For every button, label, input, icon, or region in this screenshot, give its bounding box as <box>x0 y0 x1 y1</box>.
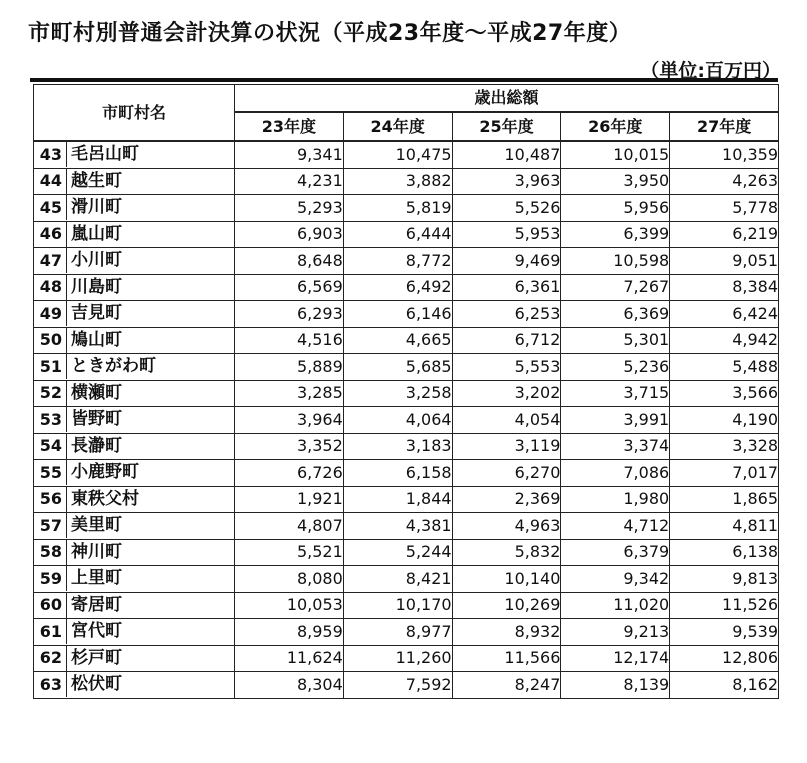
cell-divider <box>66 142 67 167</box>
expenditure-value: 5,521 <box>235 539 344 566</box>
municipality-cell <box>34 433 235 460</box>
expenditure-value: 3,964 <box>235 407 344 434</box>
municipality-name: 越生町 <box>71 170 122 191</box>
municipality-cell <box>34 380 235 407</box>
expenditure-value: 10,598 <box>561 248 670 275</box>
header-year: 25年度 <box>452 112 561 141</box>
municipality-name: 松伏町 <box>71 674 122 695</box>
expenditure-value: 3,374 <box>561 433 670 460</box>
expenditure-value: 3,328 <box>670 433 779 460</box>
municipality-cell <box>34 513 235 540</box>
cell-divider <box>66 222 67 247</box>
municipality-cell <box>34 460 235 487</box>
municipality-cell <box>34 168 235 195</box>
expenditure-value: 6,379 <box>561 539 670 566</box>
row-number: 46 <box>39 224 62 244</box>
unit-value: 百万円 <box>704 60 762 82</box>
table-row <box>34 672 779 699</box>
expenditure-value: 3,991 <box>561 407 670 434</box>
municipality-name: 皆野町 <box>71 409 122 430</box>
municipality-cell <box>34 407 235 434</box>
table-row <box>34 274 779 301</box>
expenditure-value: 12,806 <box>670 645 779 672</box>
expenditure-value: 3,715 <box>561 380 670 407</box>
municipality-cell <box>34 301 235 328</box>
table-row <box>34 301 779 328</box>
expenditure-value: 9,342 <box>561 566 670 593</box>
table-row <box>34 460 779 487</box>
expenditure-value: 1,980 <box>561 486 670 513</box>
municipality-name: 神川町 <box>71 541 122 562</box>
expenditure-value: 10,487 <box>452 141 561 168</box>
expenditure-value: 4,942 <box>670 327 779 354</box>
municipality-name: 宮代町 <box>71 621 122 642</box>
cell-divider <box>66 434 67 459</box>
row-number: 60 <box>39 595 62 615</box>
row-number: 56 <box>39 489 62 509</box>
municipality-name: ときがわ町 <box>71 356 156 377</box>
expenditure-value: 10,269 <box>452 592 561 619</box>
row-number: 63 <box>39 674 62 694</box>
municipality-cell <box>34 672 235 699</box>
expenditure-value: 4,665 <box>343 327 452 354</box>
expenditure-value: 8,648 <box>235 248 344 275</box>
municipality-name: 小鹿野町 <box>71 462 139 483</box>
expenditure-value: 8,384 <box>670 274 779 301</box>
expenditure-value: 12,174 <box>561 645 670 672</box>
table-row <box>34 513 779 540</box>
unit-colon: : <box>697 60 705 82</box>
expenditure-value: 9,469 <box>452 248 561 275</box>
cell-divider <box>66 301 67 326</box>
expenditure-value: 5,488 <box>670 354 779 381</box>
expenditure-value: 6,293 <box>235 301 344 328</box>
table-row <box>34 645 779 672</box>
document-title: 市町村別普通会計決算の状況（平成23年度～平成27年度） <box>28 21 632 46</box>
row-number: 57 <box>39 515 62 535</box>
expenditure-value: 3,258 <box>343 380 452 407</box>
table-row <box>34 248 779 275</box>
table-row <box>34 619 779 646</box>
expenditure-value: 6,146 <box>343 301 452 328</box>
expenditure-value: 11,624 <box>235 645 344 672</box>
cell-divider <box>66 354 67 379</box>
table-row <box>34 195 779 222</box>
municipality-cell <box>34 619 235 646</box>
expenditure-value: 11,260 <box>343 645 452 672</box>
expenditure-value: 9,813 <box>670 566 779 593</box>
expenditure-value: 4,231 <box>235 168 344 195</box>
expenditure-value: 6,253 <box>452 301 561 328</box>
row-number: 43 <box>39 144 62 164</box>
expenditure-value: 5,236 <box>561 354 670 381</box>
municipality-cell <box>34 141 235 168</box>
municipality-name: 滑川町 <box>71 197 122 218</box>
expenditure-value: 6,712 <box>452 327 561 354</box>
expenditure-value: 10,359 <box>670 141 779 168</box>
header-year: 27年度 <box>670 112 779 141</box>
expenditure-value: 8,080 <box>235 566 344 593</box>
expenditure-value: 5,244 <box>343 539 452 566</box>
unit-label: 単位 <box>659 60 698 82</box>
cell-divider <box>66 407 67 432</box>
header-year: 26年度 <box>561 112 670 141</box>
table-row <box>34 433 779 460</box>
expenditure-value: 3,183 <box>343 433 452 460</box>
cell-divider <box>66 540 67 565</box>
expenditure-value: 11,526 <box>670 592 779 619</box>
table-row <box>34 486 779 513</box>
expenditure-value: 3,950 <box>561 168 670 195</box>
expenditure-value: 11,020 <box>561 592 670 619</box>
table-row <box>34 539 779 566</box>
municipality-cell <box>34 592 235 619</box>
expenditure-value: 6,726 <box>235 460 344 487</box>
table-row <box>34 168 779 195</box>
header-total-expenditure: 歳出総額 <box>235 85 779 113</box>
expenditure-value: 2,369 <box>452 486 561 513</box>
cell-divider <box>66 275 67 300</box>
expenditure-value: 5,526 <box>452 195 561 222</box>
row-number: 47 <box>39 250 62 270</box>
expenditure-value: 6,361 <box>452 274 561 301</box>
expenditure-value: 5,953 <box>452 221 561 248</box>
row-number: 50 <box>39 330 62 350</box>
municipality-name: 嵐山町 <box>71 223 122 244</box>
expenditure-value: 5,301 <box>561 327 670 354</box>
cell-divider <box>66 619 67 644</box>
municipality-cell <box>34 221 235 248</box>
municipality-cell <box>34 195 235 222</box>
expenditure-value: 7,592 <box>343 672 452 699</box>
expenditure-value: 10,140 <box>452 566 561 593</box>
expenditure-value: 8,162 <box>670 672 779 699</box>
expenditure-value: 5,553 <box>452 354 561 381</box>
expenditure-value: 7,017 <box>670 460 779 487</box>
row-number: 62 <box>39 648 62 668</box>
expenditure-value: 5,293 <box>235 195 344 222</box>
row-number: 59 <box>39 568 62 588</box>
expenditure-value: 4,064 <box>343 407 452 434</box>
expenditure-value: 4,712 <box>561 513 670 540</box>
cell-divider <box>66 513 67 538</box>
expenditure-value: 1,844 <box>343 486 452 513</box>
municipality-cell <box>34 274 235 301</box>
expenditure-value: 5,685 <box>343 354 452 381</box>
expenditure-value: 8,772 <box>343 248 452 275</box>
header-year: 24年度 <box>343 112 452 141</box>
expenditure-value: 9,213 <box>561 619 670 646</box>
header-municipality: 市町村名 <box>34 85 235 142</box>
expenditure-value: 7,267 <box>561 274 670 301</box>
expenditure-value: 5,832 <box>452 539 561 566</box>
row-number: 49 <box>39 303 62 323</box>
cell-divider <box>66 487 67 512</box>
municipality-name: 長瀞町 <box>71 435 122 456</box>
expenditure-value: 4,516 <box>235 327 344 354</box>
expenditure-value: 9,341 <box>235 141 344 168</box>
expenditure-value: 11,566 <box>452 645 561 672</box>
expenditure-value: 4,263 <box>670 168 779 195</box>
expenditure-value: 6,444 <box>343 221 452 248</box>
municipality-cell <box>34 327 235 354</box>
cell-divider <box>66 672 67 697</box>
expenditure-value: 8,932 <box>452 619 561 646</box>
header-year: 23年度 <box>235 112 344 141</box>
table-row <box>34 354 779 381</box>
expenditure-value: 3,963 <box>452 168 561 195</box>
municipality-name: 杉戸町 <box>71 647 122 668</box>
municipality-name: 美里町 <box>71 515 122 536</box>
expenditure-value: 10,053 <box>235 592 344 619</box>
municipality-cell <box>34 539 235 566</box>
expenditure-value: 8,959 <box>235 619 344 646</box>
expenditure-value: 8,977 <box>343 619 452 646</box>
municipality-cell <box>34 566 235 593</box>
table-row <box>34 566 779 593</box>
expenditure-value: 6,158 <box>343 460 452 487</box>
expenditure-value: 10,475 <box>343 141 452 168</box>
municipality-cell <box>34 248 235 275</box>
expenditure-value: 9,051 <box>670 248 779 275</box>
expenditure-value: 6,369 <box>561 301 670 328</box>
cell-divider <box>66 169 67 194</box>
expenditure-value: 6,903 <box>235 221 344 248</box>
expenditure-value: 5,819 <box>343 195 452 222</box>
municipality-name: 川島町 <box>71 276 122 297</box>
cell-divider <box>66 593 67 618</box>
cell-divider <box>66 381 67 406</box>
unit-open: （ <box>640 60 660 82</box>
table-row <box>34 327 779 354</box>
municipality-name: 寄居町 <box>71 594 122 615</box>
expenditure-value: 3,882 <box>343 168 452 195</box>
expenditure-value: 3,566 <box>670 380 779 407</box>
table-row <box>34 141 779 168</box>
municipality-cell <box>34 354 235 381</box>
municipality-cell <box>34 645 235 672</box>
expenditure-value: 4,190 <box>670 407 779 434</box>
table-row <box>34 592 779 619</box>
row-number: 51 <box>39 356 62 376</box>
expenditure-value: 3,352 <box>235 433 344 460</box>
expenditure-value: 6,492 <box>343 274 452 301</box>
expenditure-value: 5,889 <box>235 354 344 381</box>
row-number: 58 <box>39 542 62 562</box>
municipality-name: 横瀬町 <box>71 382 122 403</box>
expenditure-value: 4,054 <box>452 407 561 434</box>
expenditure-value: 4,963 <box>452 513 561 540</box>
expenditure-value: 3,202 <box>452 380 561 407</box>
top-rule <box>30 78 778 82</box>
cell-divider <box>66 460 67 485</box>
expenditure-value: 10,015 <box>561 141 670 168</box>
expenditure-value: 6,569 <box>235 274 344 301</box>
municipality-cell <box>34 486 235 513</box>
expenditure-value: 8,421 <box>343 566 452 593</box>
row-number: 45 <box>39 197 62 217</box>
row-number: 61 <box>39 621 62 641</box>
expenditure-value: 8,304 <box>235 672 344 699</box>
table-row <box>34 380 779 407</box>
row-number: 44 <box>39 171 62 191</box>
expenditure-value: 7,086 <box>561 460 670 487</box>
cell-divider <box>66 328 67 353</box>
expenditure-value: 4,807 <box>235 513 344 540</box>
cell-divider <box>66 195 67 220</box>
expenditure-value: 8,139 <box>561 672 670 699</box>
expenditure-value: 8,247 <box>452 672 561 699</box>
expenditure-value: 3,285 <box>235 380 344 407</box>
expenditure-value: 6,138 <box>670 539 779 566</box>
row-number: 53 <box>39 409 62 429</box>
table-row <box>34 407 779 434</box>
cell-divider <box>66 646 67 671</box>
expenditure-value: 6,424 <box>670 301 779 328</box>
municipality-name: 毛呂山町 <box>71 144 139 165</box>
row-number: 52 <box>39 383 62 403</box>
municipality-name: 小川町 <box>71 250 122 271</box>
expenditure-value: 6,219 <box>670 221 779 248</box>
expenditure-value: 6,399 <box>561 221 670 248</box>
expenditure-value: 4,381 <box>343 513 452 540</box>
cell-divider <box>66 566 67 591</box>
expenditure-value: 9,539 <box>670 619 779 646</box>
row-number: 48 <box>39 277 62 297</box>
municipality-name: 吉見町 <box>71 303 122 324</box>
expenditure-value: 1,865 <box>670 486 779 513</box>
expenditure-value: 1,921 <box>235 486 344 513</box>
row-number: 55 <box>39 462 62 482</box>
expenditure-value: 5,778 <box>670 195 779 222</box>
cell-divider <box>66 248 67 273</box>
municipality-name: 鳩山町 <box>71 329 122 350</box>
expenditure-value: 6,270 <box>452 460 561 487</box>
expenditure-table <box>33 84 779 699</box>
municipality-name: 東秩父村 <box>71 488 139 509</box>
unit-close: ） <box>761 60 781 82</box>
expenditure-value: 3,119 <box>452 433 561 460</box>
row-number: 54 <box>39 436 62 456</box>
expenditure-value: 5,956 <box>561 195 670 222</box>
table-row <box>34 221 779 248</box>
expenditure-value: 10,170 <box>343 592 452 619</box>
expenditure-value: 4,811 <box>670 513 779 540</box>
municipality-name: 上里町 <box>71 568 122 589</box>
